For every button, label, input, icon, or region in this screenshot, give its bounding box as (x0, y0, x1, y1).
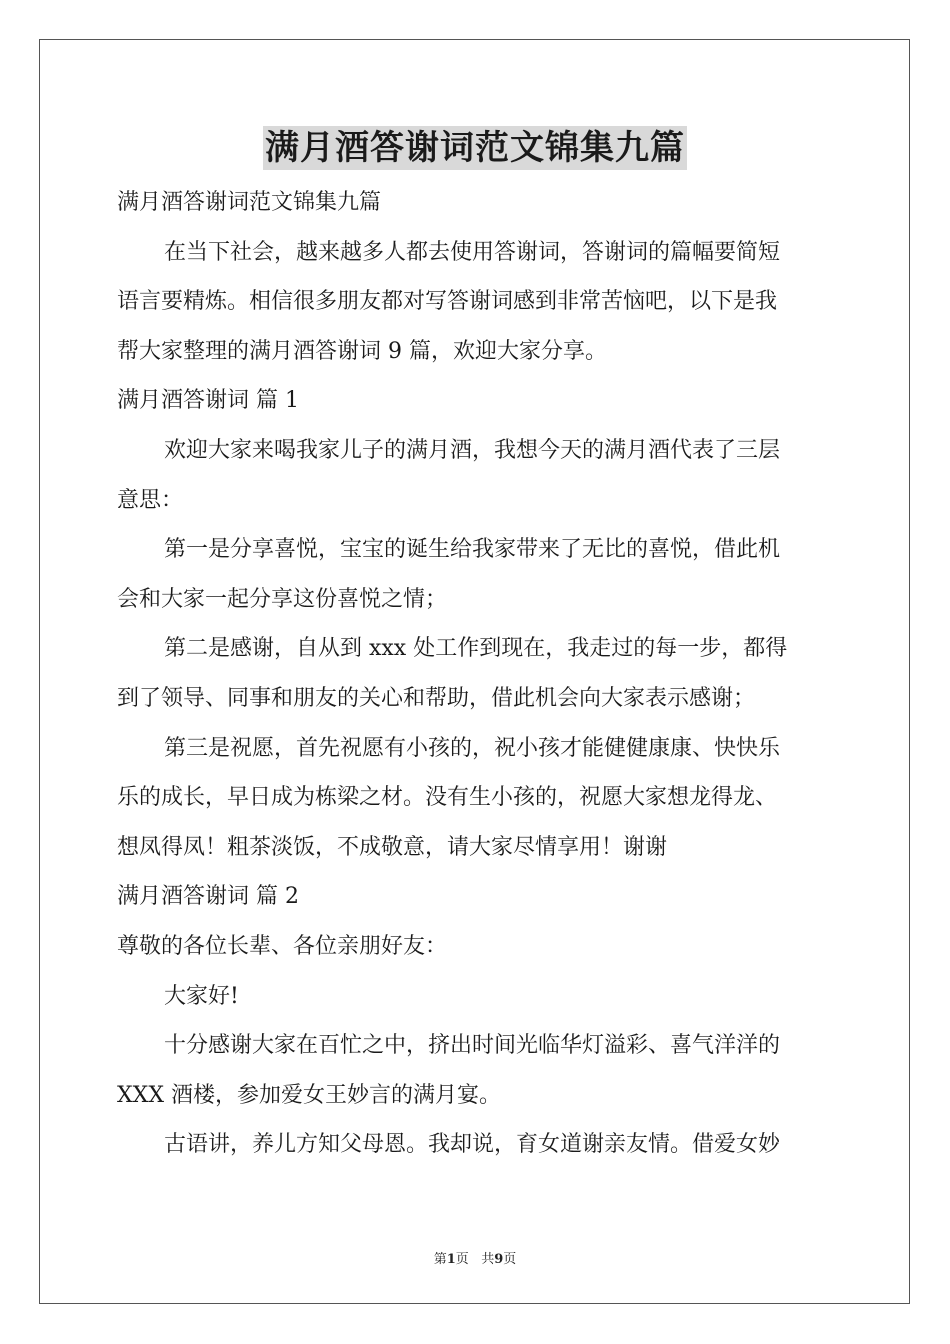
footer-total-number: 9 (494, 1252, 504, 1267)
text-line: 十分感谢大家在百忙之中，挤出时间光临华灯溢彩、喜气洋洋的 (164, 1033, 781, 1059)
text-line: 满月酒答谢词范文锦集九篇 (117, 190, 382, 215)
text-line: 帮大家整理的满月酒答谢词 9 篇，欢迎大家分享。 (117, 338, 607, 364)
text-line: 尊敬的各位长辈、各位亲朋好友： (117, 933, 448, 959)
footer-page-number: 1 (446, 1252, 456, 1267)
footer-page-suffix: 页 (455, 1252, 469, 1267)
document-body (117, 178, 833, 1170)
text-line: 第一是分享喜悦，宝宝的诞生给我家带来了无比的喜悦，借此机 (164, 537, 781, 563)
text-line: 第二是感谢，自从到 xxx 处工作到现在，我走过的每一步，都得 (164, 636, 788, 662)
text-line: 到了领导、同事和朋友的关心和帮助，借此机会向大家表示感谢； (117, 685, 756, 711)
text-line: 想凤得凤！粗茶淡饭，不成敬意，请大家尽情享用！谢谢 (117, 834, 668, 860)
text-line: 满月酒答谢词 篇 1 (117, 388, 299, 414)
page-footer (0, 1248, 950, 1267)
footer-total-prefix: 共 (481, 1252, 495, 1267)
footer-total-suffix: 页 (503, 1252, 517, 1267)
text-line: 意思： (117, 487, 184, 513)
title-container (0, 126, 950, 170)
text-line: 满月酒答谢词 篇 2 (117, 884, 299, 910)
text-line: 在当下社会，越来越多人都去使用答谢词，答谢词的篇幅要简短 (164, 239, 781, 265)
text-line: XXX 酒楼，参加爱女王妙言的满月宴。 (117, 1082, 501, 1108)
text-line: 乐的成长，早日成为栋梁之材。没有生小孩的，祝愿大家想龙得龙、 (117, 785, 778, 811)
text-line: 语言要精炼。相信很多朋友都对写答谢词感到非常苦恼吧，以下是我 (117, 289, 778, 315)
text-line: 会和大家一起分享这份喜悦之情； (117, 586, 448, 612)
text-line: 大家好! (164, 983, 239, 1009)
text-line: 欢迎大家来喝我家儿子的满月酒，我想今天的满月酒代表了三层 (164, 437, 781, 463)
footer-page-prefix: 第 (433, 1252, 447, 1267)
document-title: 满月酒答谢词范文锦集九篇 (265, 128, 685, 168)
text-line: 第三是祝愿，首先祝愿有小孩的，祝小孩才能健健康康、快快乐 (164, 735, 781, 761)
text-line: 古语讲，养儿方知父母恩。我却说，育女道谢亲友情。借爱女妙 (164, 1132, 781, 1158)
